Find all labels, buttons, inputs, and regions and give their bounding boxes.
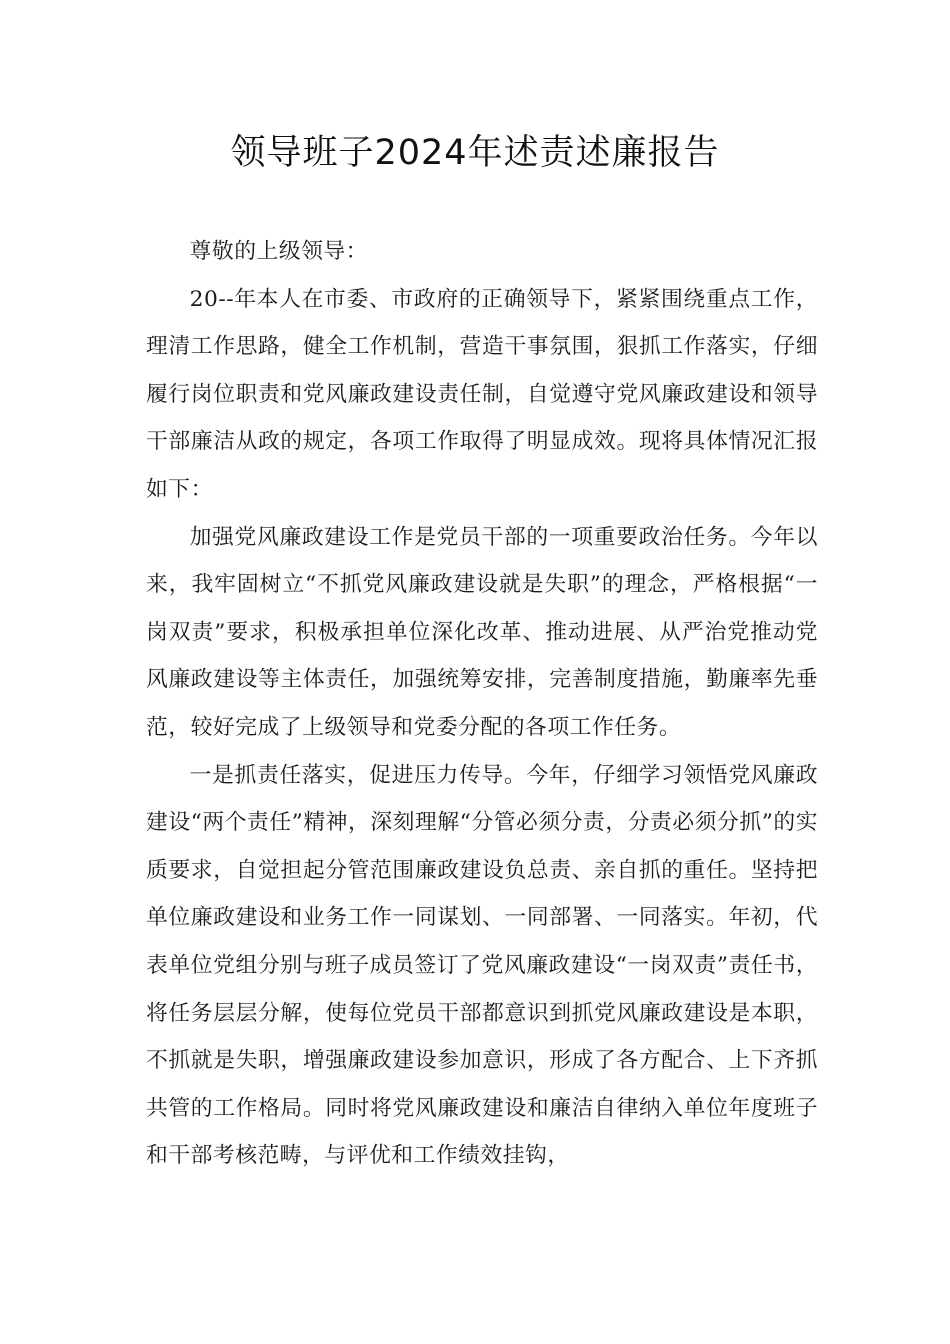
paragraph-intro: 20--年本人在市委、市政府的正确领导下，紧紧围绕重点工作，理清工作思路，健全工作机制，营造干事氛围，狠抓工作落实，仔细履行岗位职责和党风廉政建设责任制，自觉遵守党风廉政建设和领导干部廉洁从政的规定，各项工作取得了明显成效。现将具体情况汇报如下： [146,286,818,502]
document-body [146,228,818,1180]
paragraph-responsibility: 一是抓责任落实，促进压力传导。今年，仔细学习领悟党风廉政建设“两个责任”精神，深刻理解“分管必须分责，分责必须分抓”的实质要求，自觉担起分管范围廉政建设负总责、亲自抓的重任。坚持把单位廉政建设和业务工作一同谋划、一同部署、一同落实。年初，代表单位党组分别与班子成员签订了党风廉政建设“一岗双责”责任书，将任务层层分解，使每位党员干部都意识到抓党风廉政建设是本职，不抓就是失职，增强廉政建设参加意识，形成了各方配合、上下齐抓共管的工作格局。同时将党风廉政建设和廉洁自律纳入单位年度班子和干部考核范畴，与评优和工作绩效挂钩， [146,762,818,1169]
salutation: 尊敬的上级领导： [189,239,368,264]
paragraph-overview: 加强党风廉政建设工作是党员干部的一项重要政治任务。今年以来，我牢固树立“不抓党风廉政建设就是失职”的理念，严格根据“一岗双责”要求，积极承担单位深化改革、推动进展、从严治党推动党风廉政建设等主体责任，加强统筹安排，完善制度措施，勤廉率先垂范，较好完成了上级领导和党委分配的各项工作任务。 [146,524,818,740]
document-title: 领导班子2024年述责述廉报告 [230,133,720,173]
